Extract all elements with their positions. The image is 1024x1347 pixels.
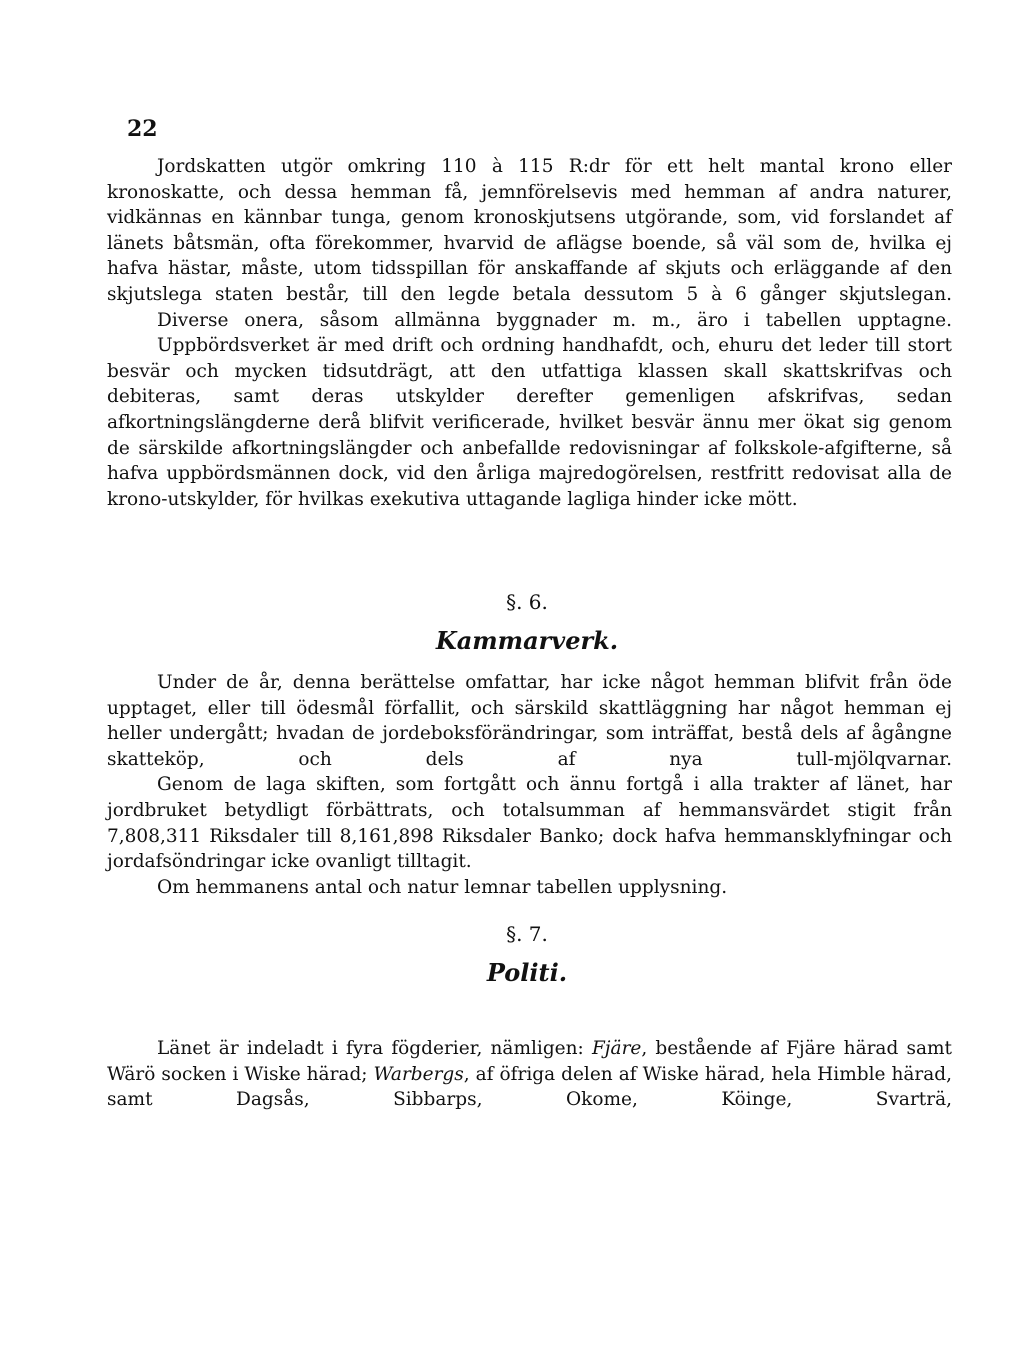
paragraph-hemmanens-antal: Om hemmanens antal och natur lemnar tabellen upplysning. bbox=[157, 876, 728, 898]
text-block-taxation bbox=[107, 154, 952, 512]
text-segment: Länet är indeladt i fyra fögderier, nämligen: bbox=[157, 1038, 592, 1059]
section-7-title: Politi. bbox=[486, 958, 568, 987]
place-name-fjare: Fjäre bbox=[591, 1038, 642, 1059]
paragraph-laga-skiften: Genom de laga skiften, som fortgått och ännu fortgå i alla trakter af länet, har jordbruket betydligt förbättrats, och totalsumman af hemmansvärdet stigit från 7,808,311 Riksdaler till 8,161,898 Riksdaler Banko; dock hafva hemmansklyfningar och jordafsöndringar icke ovanligt tilltagit. bbox=[107, 774, 952, 873]
place-name-warbergs: Warbergs bbox=[373, 1063, 464, 1085]
paragraph-uppbordsverket: Uppbördsverket är med drift och ordning handhafdt, och, ehuru det leder till stort besvär och mycken tidsutdrägt, att den utfattiga klassen skall skattskrifvas och debiteras, samt deras utskylder derefter gemenligen afskrifvas, sedan afkortningslängderne derå blifvit verificerade, hvilket besvär ännu mer ökat sig genom de särskilde afkortningslängder och anbefallde redovisningar af folkskole-afgifterne, så hafva uppbördsmännen dock, vid den årliga majredogörelsen, restfritt redovisat alla de krono-utskylder, för hvilkas exekutiva uttagande lagliga hinder icke mött. bbox=[107, 335, 952, 510]
section-6-title: Kammarverk. bbox=[435, 626, 619, 655]
paragraph-jordskatten: Jordskatten utgör omkring 110 à 115 R:dr för ett helt mantal krono eller kronoskatte, och dessa hemman få, jemnförelsevis med hemman af andra naturer, vidkännas en kännbar tunga, genom kronoskjutsens utgörande, som, vid forslandet af länets båtsmän, ofta förekommer, hvarvid de aflägse boende, så väl som de, hvilka ej hafva hästar, måste, utom tidsspillan för anskaffande af skjuts och erläggande af den skjutslega staten består, till den legde betala dessutom 5 à 6 gånger skjutslegan. bbox=[107, 156, 952, 305]
text-block-politi bbox=[107, 1036, 952, 1113]
section-7-number: §. 7. bbox=[506, 922, 548, 946]
text-segment: , bestående af Fjäre härad samt Wärö socken i Wiske härad; bbox=[107, 1038, 952, 1085]
paragraph-diverse-onera: Diverse onera, såsom allmänna byggnader m. m., äro i tabellen upptagne. bbox=[157, 309, 952, 331]
paragraph-under-de-ar: Under de år, denna berättelse omfattar, har icke något hemman blifvit från öde upptaget, eller till ödesmål förfallit, och särskild skattläggning har något hemman ej heller undergått; hvadan de jordeboksförändringar, som inträffat, bestå dels af ågångne skatteköp, och dels af nya tull-mjölqvarnar. bbox=[107, 672, 952, 770]
page-number: 22 bbox=[127, 116, 158, 142]
paragraph-lanet-indeladt bbox=[107, 1036, 952, 1113]
text-segment: , af öfriga delen af Wiske härad, hela Himble härad, samt Dagsås, Sibbarps, Okome, Köinge, Svarträ, bbox=[107, 1063, 952, 1111]
section-6-number: §. 6. bbox=[506, 590, 548, 614]
text-block-kammarverk bbox=[107, 670, 952, 900]
